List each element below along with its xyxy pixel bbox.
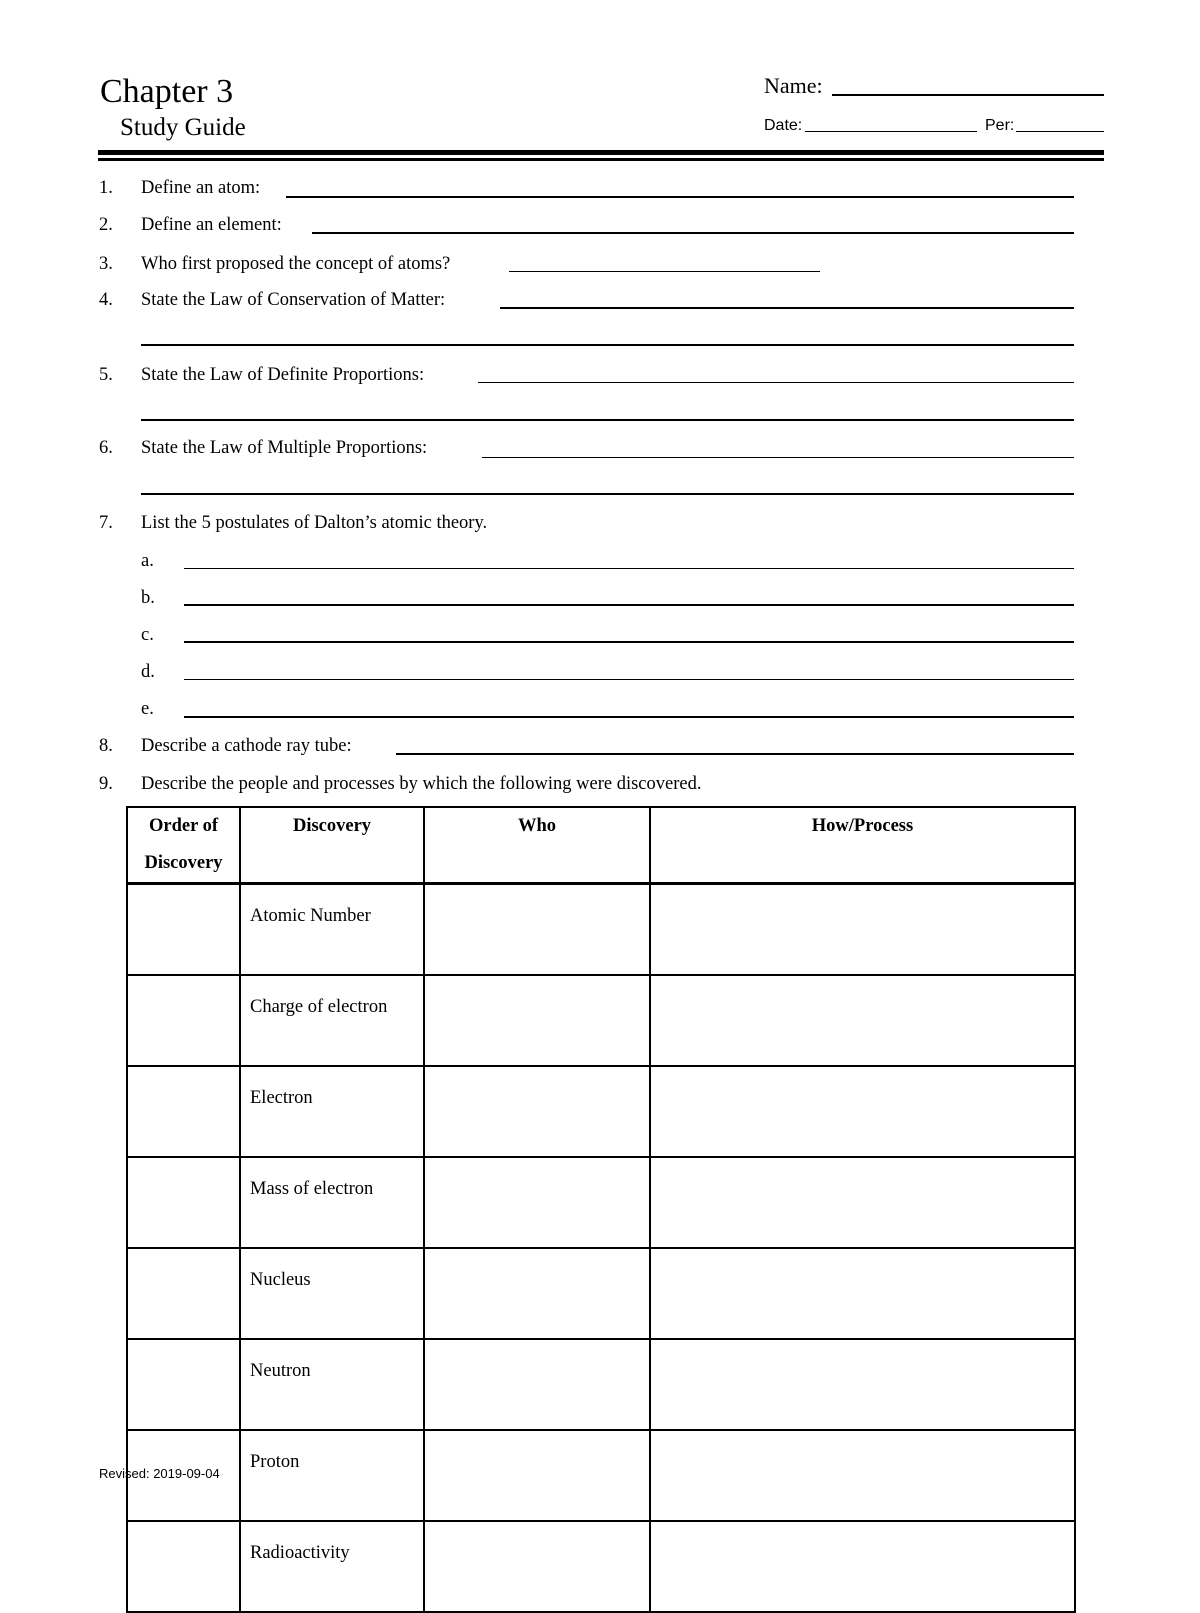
- discovery-cell: Radioactivity: [240, 1521, 424, 1612]
- page-subtitle: Study Guide: [120, 114, 246, 141]
- column-header-who: Who: [424, 807, 650, 884]
- who-cell[interactable]: [424, 1339, 650, 1430]
- who-cell[interactable]: [424, 1521, 650, 1612]
- question-number: 4.: [99, 290, 113, 310]
- who-cell[interactable]: [424, 1066, 650, 1157]
- answer-line-q5[interactable]: [478, 382, 1074, 383]
- process-cell[interactable]: [650, 1157, 1075, 1248]
- table-row: [127, 1248, 1075, 1339]
- question-number: 3.: [99, 254, 113, 274]
- answer-line-q3[interactable]: [509, 271, 820, 272]
- who-cell[interactable]: [424, 884, 650, 976]
- table-row: [127, 1521, 1075, 1612]
- answer-line-q2[interactable]: [312, 232, 1074, 234]
- who-cell[interactable]: [424, 1157, 650, 1248]
- discovery-cell: Atomic Number: [240, 884, 424, 976]
- discovery-cell: Neutron: [240, 1339, 424, 1430]
- answer-line-postulate-c[interactable]: [184, 641, 1074, 643]
- answer-line-postulate-d[interactable]: [184, 679, 1074, 680]
- question-text: Who first proposed the concept of atoms?: [141, 254, 451, 274]
- question-text: State the Law of Conservation of Matter:: [141, 290, 446, 310]
- question-number: 8.: [99, 736, 113, 756]
- answer-line-q4-continued[interactable]: [141, 344, 1074, 346]
- answer-line-q6[interactable]: [482, 457, 1074, 458]
- discovery-cell: Mass of electron: [240, 1157, 424, 1248]
- date-field[interactable]: [805, 131, 977, 132]
- postulate-letter: c.: [141, 625, 154, 645]
- revision-date: Revised: 2019-09-04: [99, 1466, 220, 1481]
- process-cell[interactable]: [650, 1339, 1075, 1430]
- answer-line-q4[interactable]: [500, 307, 1074, 309]
- process-cell[interactable]: [650, 975, 1075, 1066]
- table-row: [127, 975, 1075, 1066]
- table-header-row: [127, 807, 1075, 884]
- who-cell[interactable]: [424, 1430, 650, 1521]
- order-cell[interactable]: [127, 975, 240, 1066]
- process-cell[interactable]: [650, 884, 1075, 976]
- process-cell[interactable]: [650, 1066, 1075, 1157]
- question-text: Define an element:: [141, 215, 282, 235]
- discovery-cell: Nucleus: [240, 1248, 424, 1339]
- question-text: State the Law of Definite Proportions:: [141, 365, 425, 385]
- order-cell[interactable]: [127, 1066, 240, 1157]
- question-text: Define an atom:: [141, 178, 261, 198]
- table-row: [127, 1066, 1075, 1157]
- header-divider: [98, 150, 1104, 155]
- question-number: 7.: [99, 513, 113, 533]
- question-number: 1.: [99, 178, 113, 198]
- answer-line-q6-continued[interactable]: [141, 493, 1074, 495]
- answer-line-postulate-a[interactable]: [184, 568, 1074, 569]
- answer-line-postulate-e[interactable]: [184, 716, 1074, 718]
- name-label: Name:: [764, 73, 823, 98]
- discovery-cell: Charge of electron: [240, 975, 424, 1066]
- order-cell[interactable]: [127, 1521, 240, 1612]
- order-cell[interactable]: [127, 1339, 240, 1430]
- who-cell[interactable]: [424, 975, 650, 1066]
- table-row: [127, 1339, 1075, 1430]
- page-title: Chapter 3: [100, 73, 234, 110]
- order-cell[interactable]: [127, 884, 240, 976]
- discovery-cell: Proton: [240, 1430, 424, 1521]
- column-header-order: Order of Discovery: [127, 807, 240, 884]
- answer-line-q8[interactable]: [396, 753, 1074, 755]
- postulate-letter: b.: [141, 588, 155, 608]
- table-row: [127, 1157, 1075, 1248]
- question-text: Describe the people and processes by which the following were discovered.: [141, 774, 702, 794]
- answer-line-q5-continued[interactable]: [141, 419, 1074, 421]
- question-number: 6.: [99, 438, 113, 458]
- discovery-cell: Electron: [240, 1066, 424, 1157]
- process-cell[interactable]: [650, 1430, 1075, 1521]
- date-label: Date:: [764, 117, 803, 134]
- period-label: Per:: [985, 117, 1015, 134]
- order-cell[interactable]: [127, 1157, 240, 1248]
- postulate-letter: e.: [141, 699, 154, 719]
- process-cell[interactable]: [650, 1248, 1075, 1339]
- column-header-how-process: How/Process: [650, 807, 1075, 884]
- answer-line-postulate-b[interactable]: [184, 604, 1074, 606]
- column-header-discovery: Discovery: [240, 807, 424, 884]
- question-text: List the 5 postulates of Dalton’s atomic theory.: [141, 513, 488, 533]
- header-divider-secondary: [98, 158, 1104, 161]
- question-number: 9.: [99, 774, 113, 794]
- question-number: 2.: [99, 215, 113, 235]
- question-text: Describe a cathode ray tube:: [141, 736, 352, 756]
- answer-line-q1[interactable]: [286, 196, 1074, 198]
- table-row: [127, 1430, 1075, 1521]
- who-cell[interactable]: [424, 1248, 650, 1339]
- question-number: 5.: [99, 365, 113, 385]
- period-field[interactable]: [1016, 131, 1104, 132]
- postulate-letter: a.: [141, 551, 154, 571]
- question-text: State the Law of Multiple Proportions:: [141, 438, 428, 458]
- order-cell[interactable]: [127, 1248, 240, 1339]
- discovery-table: [126, 806, 1076, 1613]
- name-field[interactable]: [832, 94, 1104, 96]
- postulate-letter: d.: [141, 662, 155, 682]
- process-cell[interactable]: [650, 1521, 1075, 1612]
- table-row: [127, 884, 1075, 976]
